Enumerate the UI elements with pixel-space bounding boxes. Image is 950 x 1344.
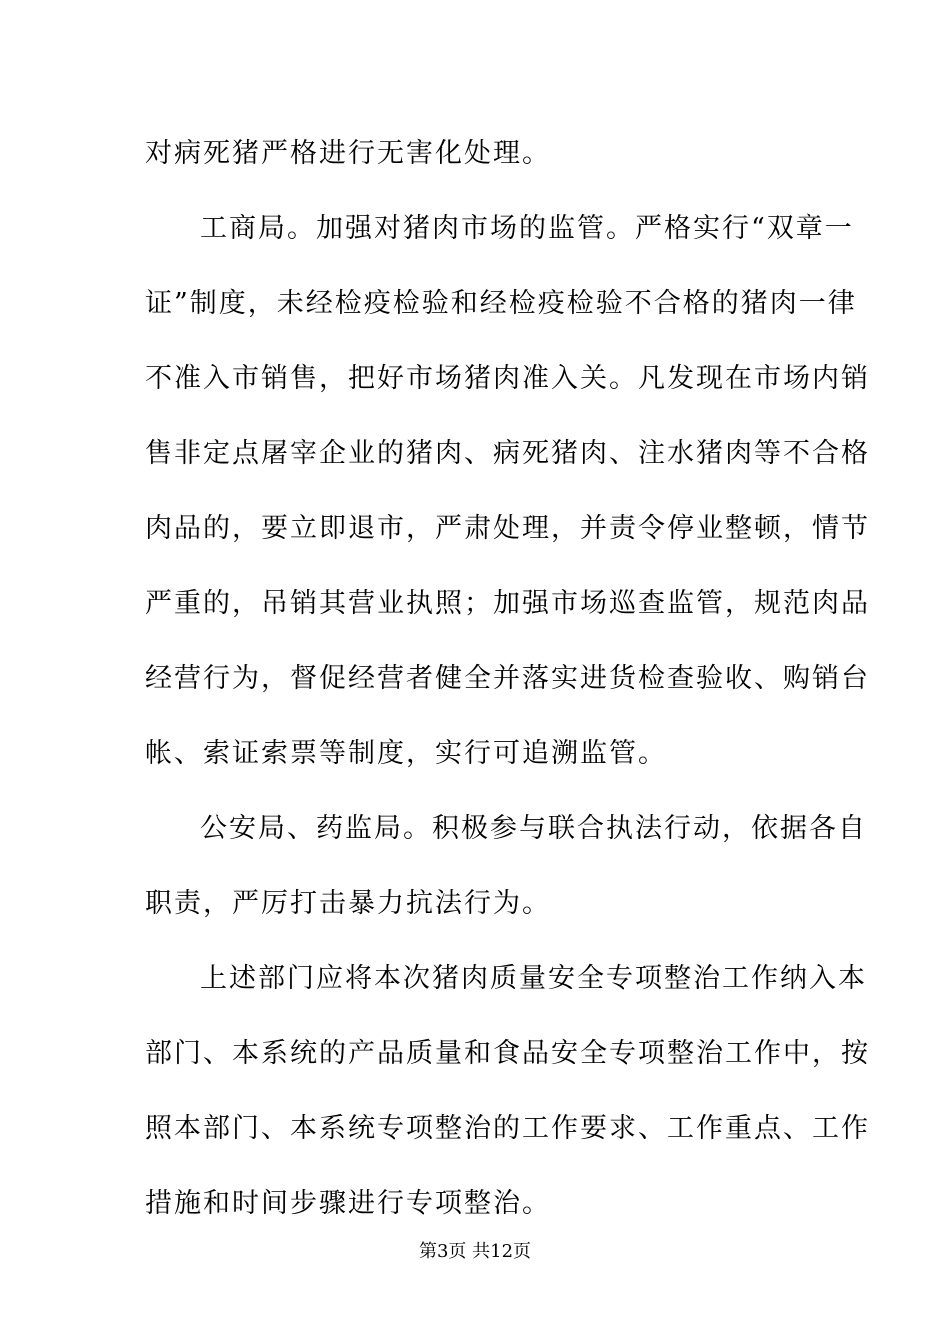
text-line: 肉品的，要立即退市，严肃处理，并责令停业整顿，情节 xyxy=(145,513,870,544)
text-line: 帐、索证索票等制度，实行可追溯监管。 xyxy=(145,738,667,769)
text-line: 职责，严厉打击暴力抗法行为。 xyxy=(145,888,551,919)
text-line: 不准入市销售，把好市场猪肉准入关。凡发现在市场内销 xyxy=(145,363,870,394)
text-line: 对病死猪严格进行无害化处理。 xyxy=(145,138,551,169)
paragraph-first-line: 公安局、药监局。积极参与联合执法行动，依据各自 xyxy=(200,813,867,844)
text-line: 证”制度，未经检疫检验和经检疫检验不合格的猪肉一律 xyxy=(145,288,857,319)
text-line: 部门、本系统的产品质量和食品安全专项整治工作中，按 xyxy=(145,1038,870,1069)
paragraph-first-line: 工商局。加强对猪肉市场的监管。严格实行“双章一 xyxy=(200,213,854,244)
text-line: 严重的，吊销其营业执照；加强市场巡查监管，规范肉品 xyxy=(145,588,870,619)
text-line: 措施和时间步骤进行专项整治。 xyxy=(145,1188,551,1219)
paragraph-first-line: 上述部门应将本次猪肉质量安全专项整治工作纳入本 xyxy=(200,963,867,994)
text-line: 经营行为，督促经营者健全并落实进货检查验收、购销台 xyxy=(145,663,870,694)
page-footer: 第3页 共12页 xyxy=(418,1241,532,1262)
text-line: 照本部门、本系统专项整治的工作要求、工作重点、工作 xyxy=(145,1113,870,1144)
text-line: 售非定点屠宰企业的猪肉、病死猪肉、注水猪肉等不合格 xyxy=(145,438,870,469)
